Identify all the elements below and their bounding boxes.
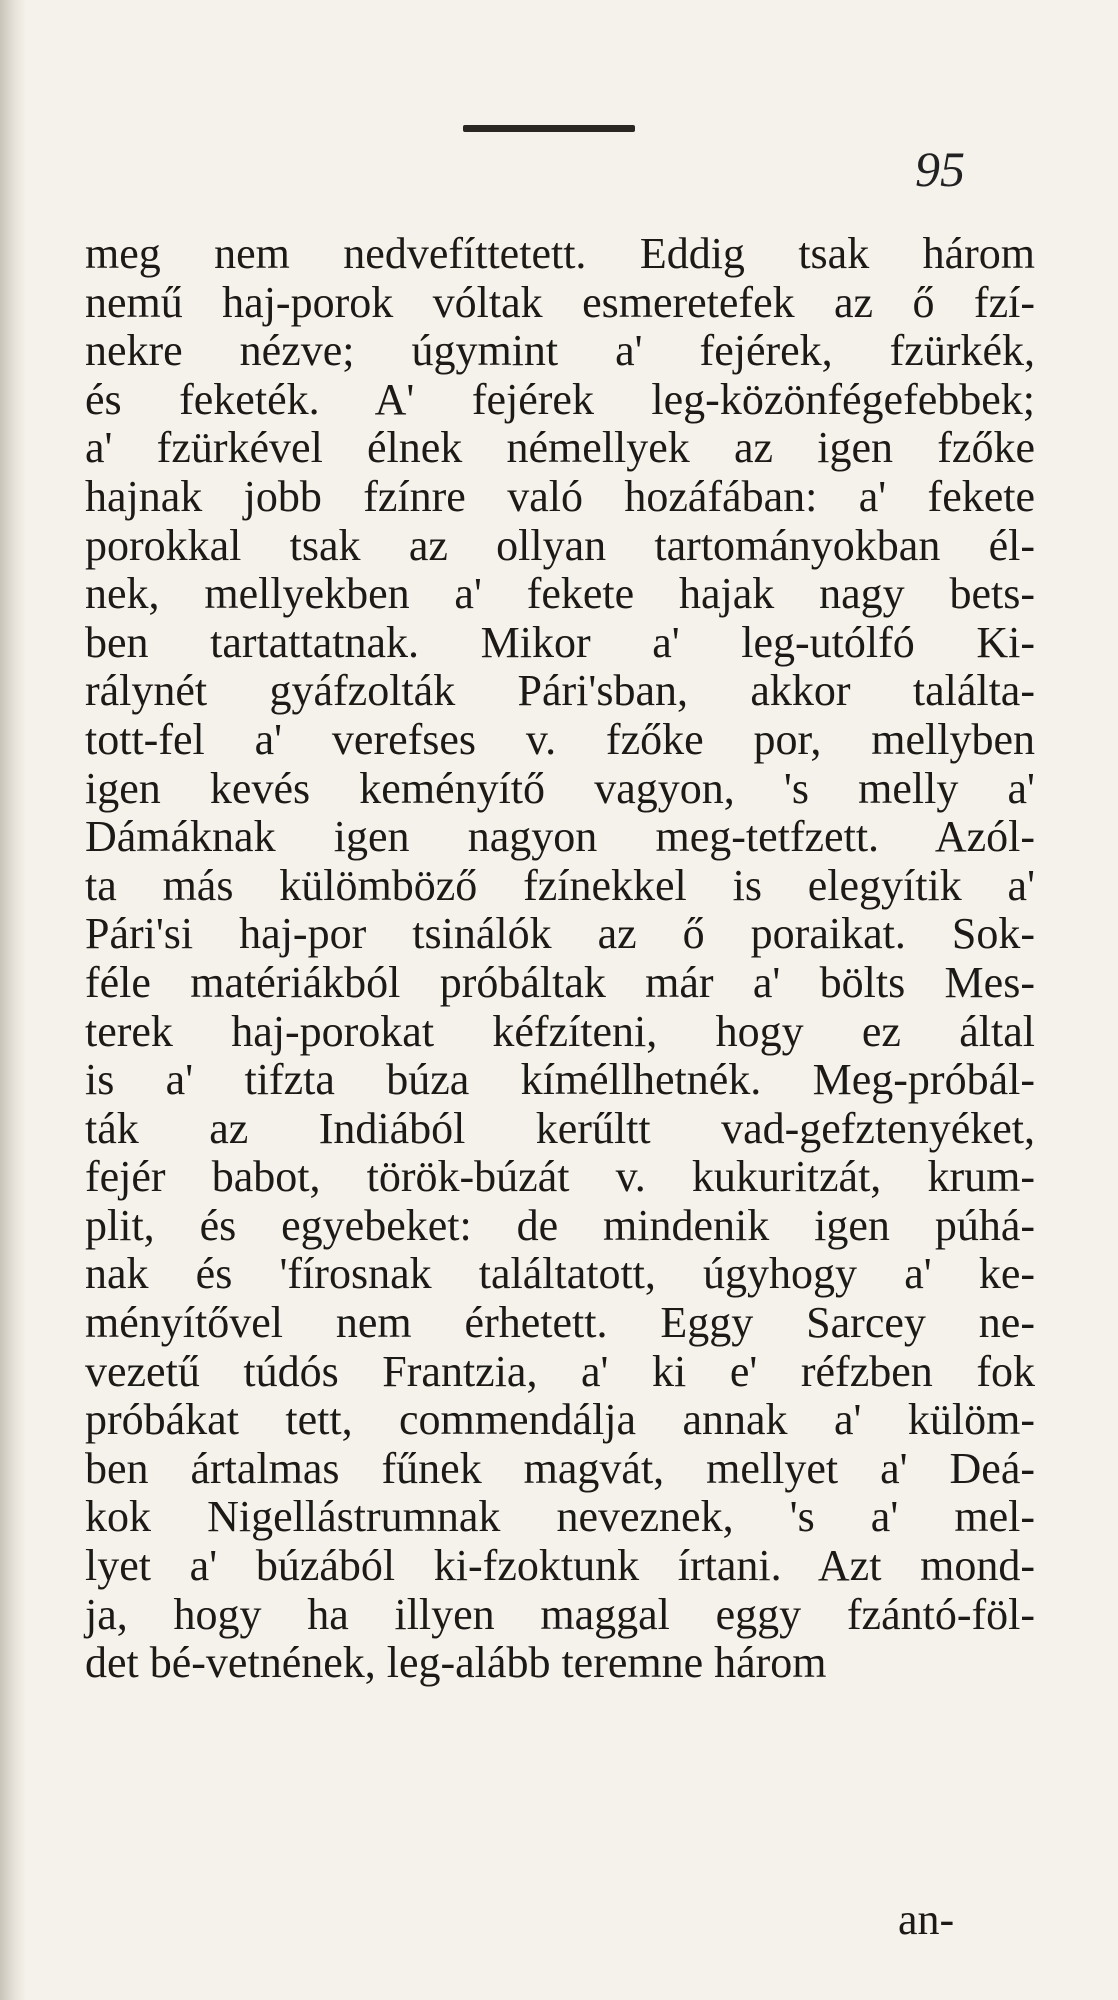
text-line: fejér babot, török-búzát v. kukuritzát, krum- bbox=[85, 1152, 1035, 1202]
text-line: Dámáknak igen nagyon meg-tetfzett. Azól- bbox=[85, 812, 1035, 862]
text-line: meg nem nedvefíttetett. Eddig tsak három bbox=[85, 229, 1035, 278]
text-line: lyet a' búzából ki-fzoktunk írtani. Azt mond- bbox=[85, 1541, 1035, 1591]
header-rule bbox=[463, 125, 635, 132]
body-text bbox=[85, 230, 1035, 1688]
text-line: nek, mellyekben a' fekete hajak nagy bets- bbox=[85, 569, 1035, 619]
text-line: próbákat tett, commendálja annak a' külöm- bbox=[85, 1395, 1035, 1445]
text-line: porokkal tsak az ollyan tartományokban él- bbox=[85, 520, 1035, 570]
text-line: nekre nézve; úgymint a' fejérek, fzürkék, bbox=[85, 326, 1035, 376]
page-gutter-shadow bbox=[0, 0, 26, 2000]
text-line: ta más külömböző fzínekkel is elegyítik a' bbox=[85, 860, 1035, 910]
text-line: tott-fel a' verefses v. fzőke por, mellyben bbox=[85, 714, 1035, 764]
text-line: kok Nigellástrumnak neveznek, 's a' mel- bbox=[85, 1492, 1035, 1542]
text-line: ményítővel nem érhetett. Eggy Sarcey ne- bbox=[85, 1298, 1035, 1348]
text-line: rálynét gyáfzolták Pári'sban, akkor találta- bbox=[85, 666, 1035, 716]
catchword: an- bbox=[898, 1895, 955, 1944]
text-line: det bé-vetnének, leg-alább teremne három bbox=[85, 1638, 827, 1688]
text-line: ben tartattatnak. Mikor a' leg-utólfó Ki- bbox=[85, 617, 1035, 667]
text-line: vezetű túdós Frantzia, a' ki e' réfzben fok bbox=[85, 1346, 1035, 1396]
text-line: nak és 'fírosnak találtatott, úgyhogy a' ke- bbox=[85, 1249, 1035, 1299]
text-line: ja, hogy ha illyen maggal eggy fzántó-föl- bbox=[85, 1589, 1035, 1639]
text-line: hajnak jobb fzínre való hozáfában: a' fekete bbox=[85, 471, 1035, 521]
text-line: terek haj-porokat kéfzíteni, hogy ez által bbox=[85, 1006, 1035, 1056]
text-line: is a' tifzta búza kíméllhetnék. Meg-próbál- bbox=[85, 1055, 1035, 1105]
text-line: ben ártalmas fűnek magvát, mellyet a' Deá- bbox=[85, 1443, 1035, 1493]
text-line: igen kevés keményítő vagyon, 's melly a' bbox=[85, 763, 1035, 813]
text-line: és feketék. A' fejérek leg-közönfégefebbek; bbox=[85, 374, 1035, 424]
text-line: a' fzürkével élnek némellyek az igen fzőke bbox=[85, 423, 1035, 473]
text-line: Pári'si haj-por tsinálók az ő poraikat. Sok- bbox=[85, 909, 1035, 959]
text-line: féle matériákból próbáltak már a' bölts Mes- bbox=[85, 957, 1035, 1007]
text-line: plit, és egyebeket: de mindenik igen púhá- bbox=[85, 1200, 1035, 1250]
text-line: nemű haj-porok vóltak esmeretefek az ő fzí- bbox=[85, 277, 1035, 327]
text-line: ták az Indiából kerűltt vad-gefztenyéket, bbox=[85, 1103, 1035, 1153]
page-number: 95 bbox=[915, 141, 965, 197]
